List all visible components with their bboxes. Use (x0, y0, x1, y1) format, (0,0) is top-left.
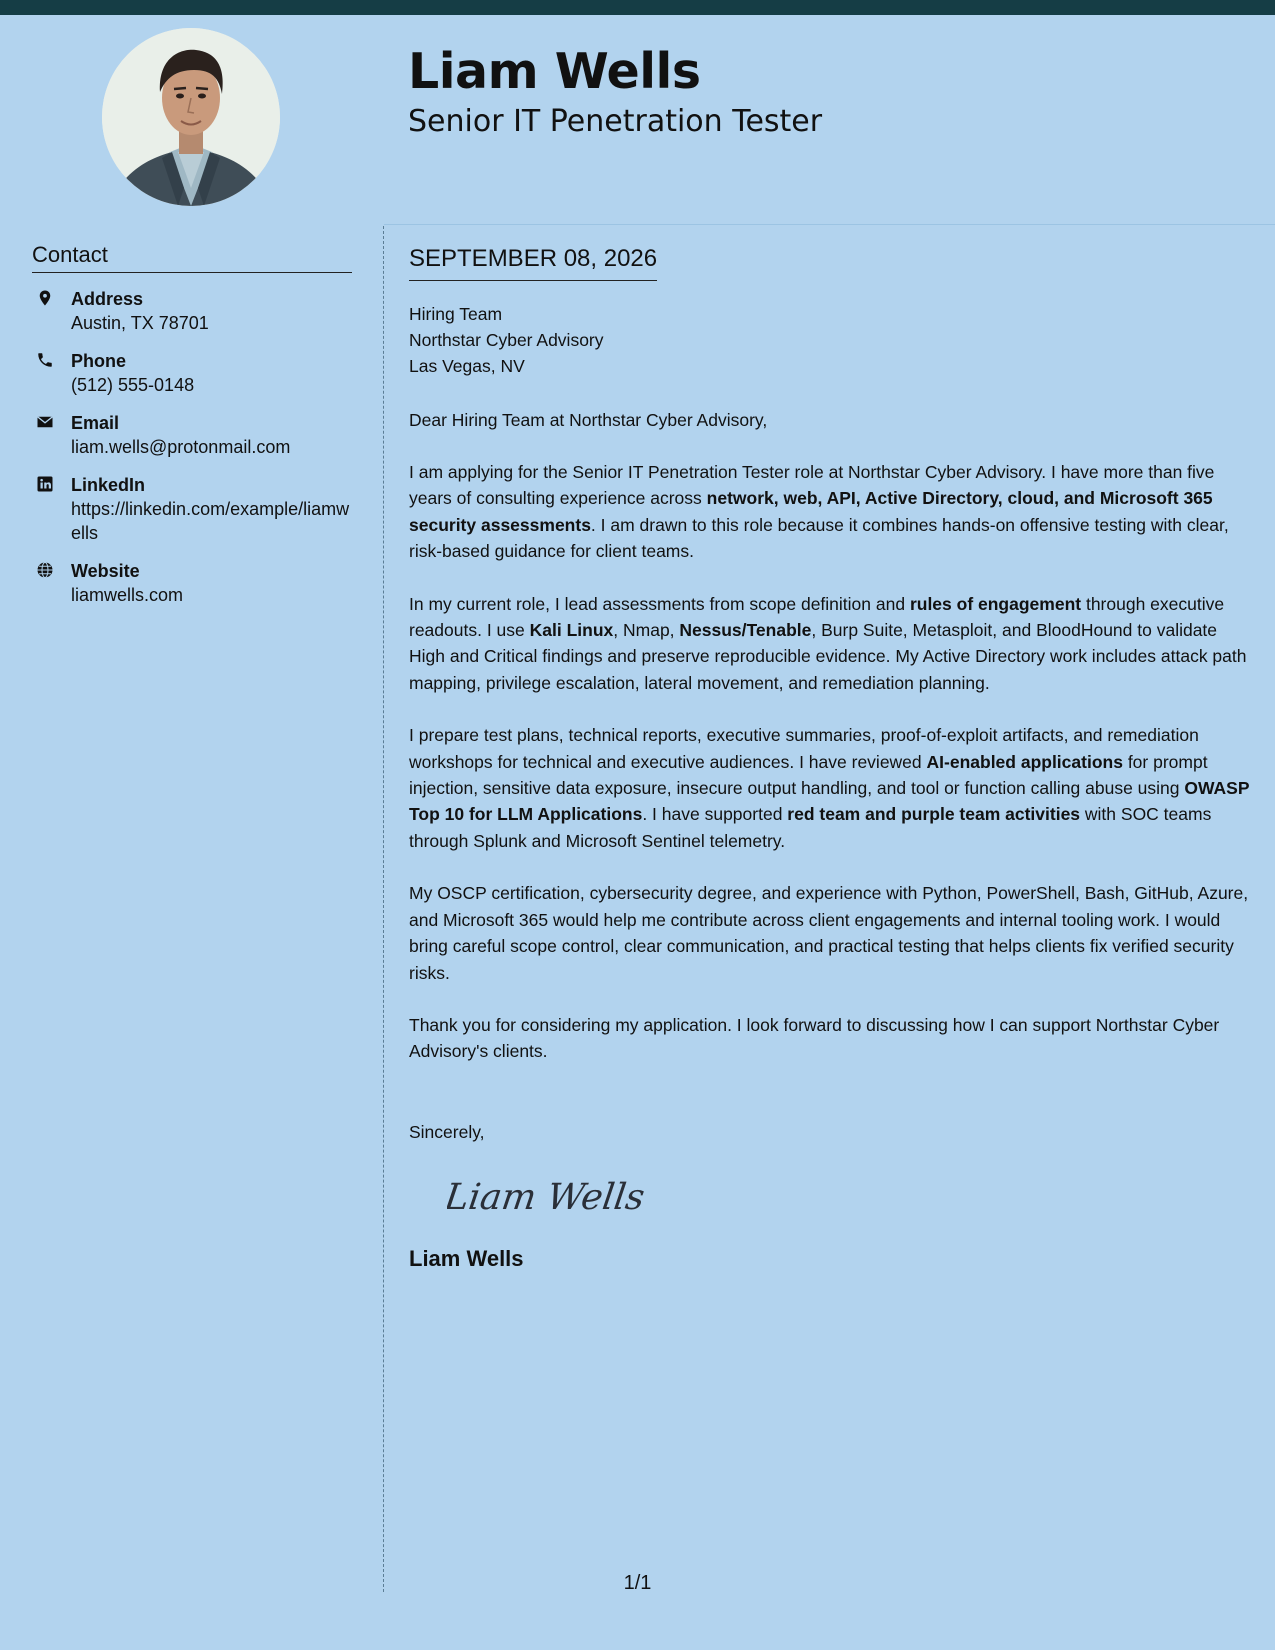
text-run: I prepare test plans, technical reports, executive summaries, proof-of-exploit artifacts, and remediation workshops for technical and executive audiences. I have reviewed (409, 725, 1199, 772)
contact-phone (32, 349, 352, 397)
contact-label: Phone (71, 351, 127, 371)
page-number: 1/1 (623, 1572, 652, 1594)
letter-date: SEPTEMBER 08, 2026 (409, 244, 657, 281)
contact-email (32, 411, 352, 459)
contact-value: (512) 555-0148 (71, 375, 195, 395)
contact-label: LinkedIn (71, 475, 146, 495)
text-run: . I am drawn to this role because it combines hands-on offensive testing with clear, risk-based guidance for client teams. (409, 514, 1229, 562)
text-run: , Burp Suite, Metasploit, and BloodHound to validate High and Critical findings and preserve reproducible evidence. My Active Directory work includes attack path mapping, privilege escalation, lateral movement, and remediation planning. (409, 620, 1247, 693)
text-run: Thank you for considering my application. I look forward to discussing how I can support Northstar Cyber Advisory's clients. (409, 1014, 1220, 1062)
letter-paragraph (409, 1012, 1254, 1065)
recipient-block (409, 301, 1254, 379)
text-run: My OSCP certification, cybersecurity degree, and experience with Python, PowerShell, Bash, GitHub, Azure, and Microsoft 365 would help me contribute across client engagements and internal tooling work. I would bring careful scope control, clear communication, and practical testing that helps clients fix verified security risks. (409, 883, 1249, 983)
contact-value: liam.wells@protonmail.com (71, 437, 291, 457)
letter-body (409, 244, 1254, 1274)
linkedin-icon (36, 475, 54, 493)
globe-icon (36, 561, 54, 579)
contact-value[interactable]: https://linkedin.com/example/liamwells (71, 499, 350, 543)
signature (447, 1169, 687, 1223)
bold-phrase: rules of engagement (909, 593, 1082, 614)
top-bar (0, 0, 1275, 15)
signature-text: Liam Wells (447, 1174, 648, 1218)
text-run: for prompt injection, sensitive data exposure, insecure output handling, and tool or function calling abuse using (409, 751, 1208, 799)
text-run: with SOC teams through Splunk and Microsoft Sentinel telemetry. (409, 804, 1212, 851)
text-run: In my current role, I lead assessments from scope definition and (409, 593, 910, 614)
text-run: . I have supported (642, 804, 788, 825)
job-title: Senior IT Penetration Tester (408, 104, 823, 139)
recipient-line: Northstar Cyber Advisory (409, 330, 604, 350)
letter-paragraph (409, 880, 1254, 986)
header-divider (384, 224, 1275, 225)
signed-name: Liam Wells (409, 1245, 524, 1271)
recipient-line: Las Vegas, NV (409, 356, 525, 376)
letter-paragraph (409, 591, 1254, 697)
text-run: I am applying for the Senior IT Penetration Tester role at Northstar Cyber Advisory. I have more than five years of consulting experience across (409, 462, 1215, 509)
contact-linkedin (32, 473, 352, 545)
letter-paragraphs (409, 459, 1254, 1065)
phone-icon (36, 351, 54, 369)
column-divider (383, 226, 384, 1592)
contact-heading: Contact (32, 240, 352, 273)
contact-value[interactable]: liamwells.com (71, 585, 184, 605)
bold-phrase: red team and purple team activities (787, 804, 1081, 825)
contact-label: Email (71, 413, 120, 433)
contact-label: Address (71, 289, 144, 309)
text-run: , Nmap, (613, 620, 680, 641)
profile-photo (102, 28, 280, 206)
contact-sidebar (32, 240, 352, 607)
bold-phrase: Kali Linux (529, 620, 614, 641)
letter-paragraph (409, 459, 1254, 565)
recipient-line: Hiring Team (409, 304, 503, 324)
candidate-name: Liam Wells (408, 43, 701, 100)
letter-paragraph (409, 722, 1254, 854)
bold-phrase: network, web, API, Active Directory, cloud, and Microsoft 365 security assessments (409, 488, 1213, 535)
contact-label: Website (71, 561, 140, 581)
contact-value: Austin, TX 78701 (71, 313, 209, 333)
contact-website (32, 559, 352, 607)
bold-phrase: Nessus/Tenable (679, 620, 812, 641)
envelope-icon (36, 413, 54, 431)
contact-address (32, 287, 352, 335)
map-pin-icon (36, 289, 54, 307)
closing: Sincerely, (409, 1121, 485, 1142)
bold-phrase: AI-enabled applications (926, 751, 1123, 772)
bold-phrase: OWASP Top 10 for LLM Applications (409, 778, 1250, 825)
text-run: through executive readouts. I use (409, 593, 1225, 641)
salutation: Dear Hiring Team at Northstar Cyber Advisory, (409, 410, 768, 430)
